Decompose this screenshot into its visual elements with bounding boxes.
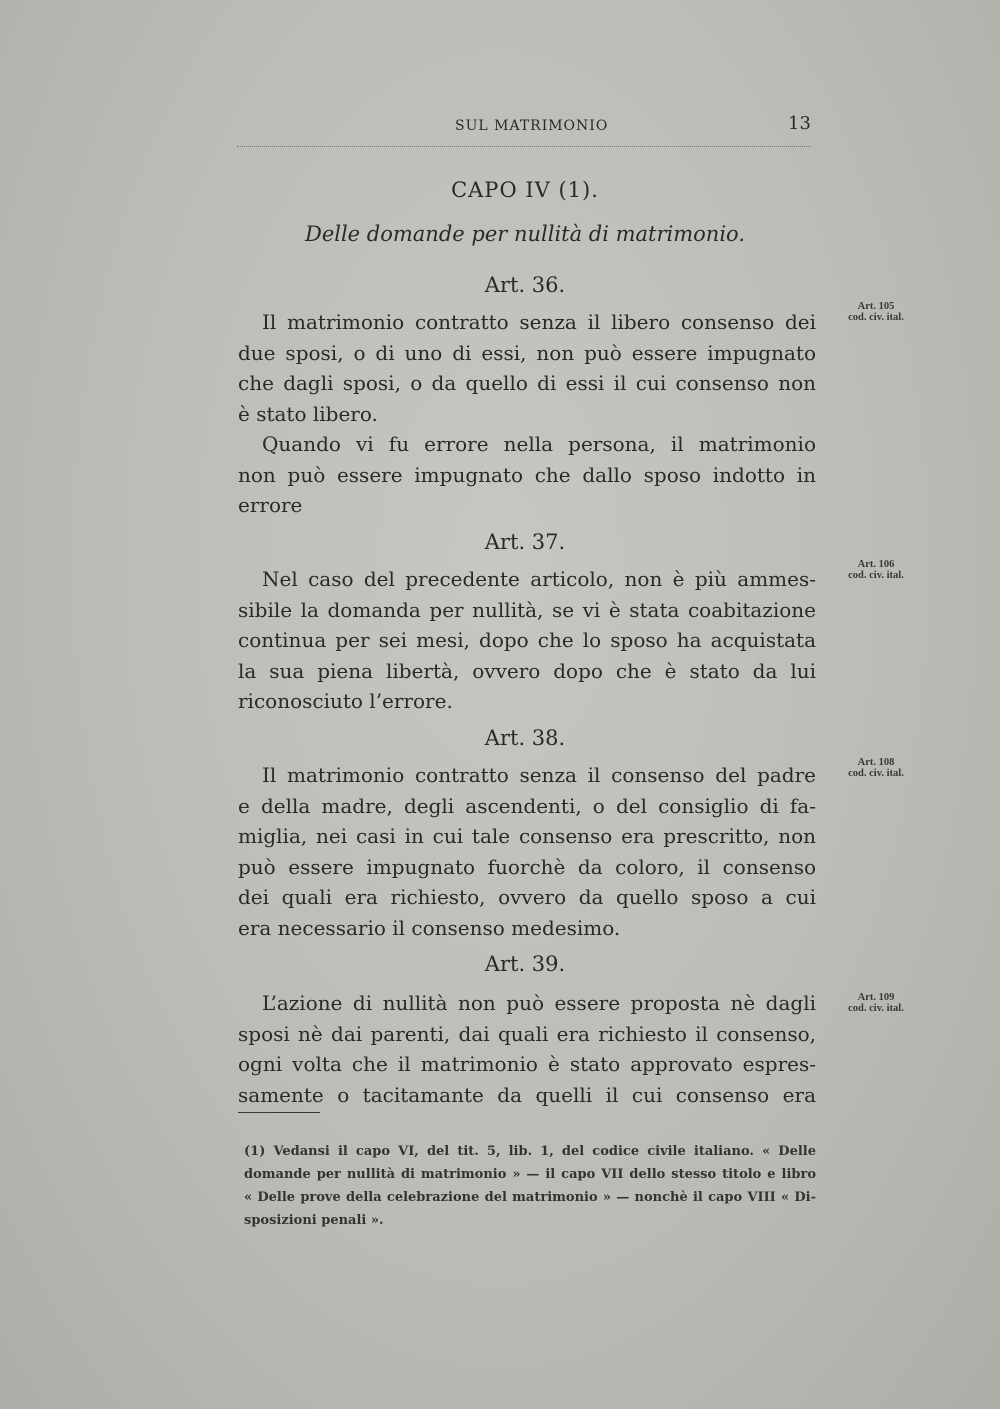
text-line: ogni volta che il matrimonio è stato approvato espres- [238, 1052, 816, 1076]
text-line: dei quali era richiesto, ovvero da quello sposo a cui [238, 885, 816, 909]
article-body [238, 760, 816, 943]
article-body [238, 564, 816, 717]
text-line: è stato libero. [238, 401, 378, 426]
article-heading: Art. 37. [484, 530, 566, 554]
marginal-note-code: cod. civ. ital. [848, 1003, 904, 1014]
marginal-note-code: cod. civ. ital. [848, 312, 904, 323]
text-line: riconosciuto l’errore. [238, 689, 453, 713]
footnote-line: domande per nullità di matrimonio » — il capo VII dello stesso titolo e libro [244, 1167, 816, 1182]
footnote-line: sposizioni penali ». [244, 1213, 384, 1228]
article-heading: Art. 39. [484, 952, 566, 976]
text-line: sposi nè dai parenti, dai quali era richiesto il consenso, [238, 1021, 816, 1046]
marginal-note-article: Art. 106 [857, 559, 895, 570]
marginal-note-article: Art. 109 [857, 992, 895, 1003]
marginal-note [830, 757, 922, 779]
marginal-note [830, 301, 922, 323]
marginal-note-code: cod. civ. ital. [848, 768, 904, 779]
chapter-title: CAPO IV (1). [451, 178, 599, 202]
text-line: samente o tacitamante da quelli il cui consenso era [238, 1082, 816, 1107]
running-head: SUL MATRIMONIO [455, 118, 609, 134]
footnote-line: « Delle prove della celebrazione del matrimonio » — nonchè il capo VIII « Di- [244, 1190, 816, 1205]
article-heading: Art. 38. [484, 726, 566, 750]
text-line: che dagli sposi, o da quello di essi il cui consenso non [238, 371, 816, 395]
footnote-line: (1) Vedansi il capo VI, del tit. 5, lib. 1, del codice civile italiano. « Delle [244, 1144, 816, 1159]
text-line: Quando vi fu errore nella persona, il matrimonio [262, 432, 816, 456]
text-line: errore [238, 493, 303, 517]
text-line: non può essere impugnato che dallo sposo indotto in [238, 462, 816, 487]
text-line: miglia, nei casi in cui tale consenso era prescritto, non [238, 824, 816, 848]
article-body [238, 307, 816, 521]
header-dotted-rule [237, 146, 811, 147]
text-line: e della madre, degli ascendenti, o del consiglio di fa- [238, 793, 816, 818]
text-line: continua per sei mesi, dopo che lo sposo ha acquistata [238, 628, 816, 652]
text-line: Nel caso del precedente articolo, non è più ammes- [262, 567, 816, 591]
article-heading: Art. 36. [484, 273, 566, 297]
marginal-note-code: cod. civ. ital. [848, 570, 904, 581]
page-number: 13 [788, 113, 811, 134]
text-line: due sposi, o di uno di essi, non può essere impugnato [238, 340, 816, 365]
marginal-note-article: Art. 108 [857, 757, 895, 768]
footnote [244, 1140, 816, 1232]
text-line: sibile la domanda per nullità, se vi è stata coabitazione [238, 597, 816, 622]
text-line: Il matrimonio contratto senza il consenso del padre [262, 763, 816, 787]
text-line: era necessario il consenso medesimo. [238, 915, 621, 940]
text-line: Il matrimonio contratto senza il libero consenso dei [262, 310, 816, 334]
footnote-rule [238, 1112, 320, 1113]
marginal-note [830, 559, 922, 581]
marginal-note [830, 992, 922, 1014]
text-line: la sua piena libertà, ovvero dopo che è stato da lui [238, 658, 816, 683]
chapter-subtitle: Delle domande per nullità di matrimonio. [304, 222, 745, 246]
article-body [238, 988, 816, 1110]
marginal-note-article: Art. 105 [857, 301, 895, 312]
text-line: può essere impugnato fuorchè da coloro, il consenso [238, 854, 816, 879]
text-line: L’azione di nullità non può essere proposta nè dagli [262, 991, 816, 1015]
